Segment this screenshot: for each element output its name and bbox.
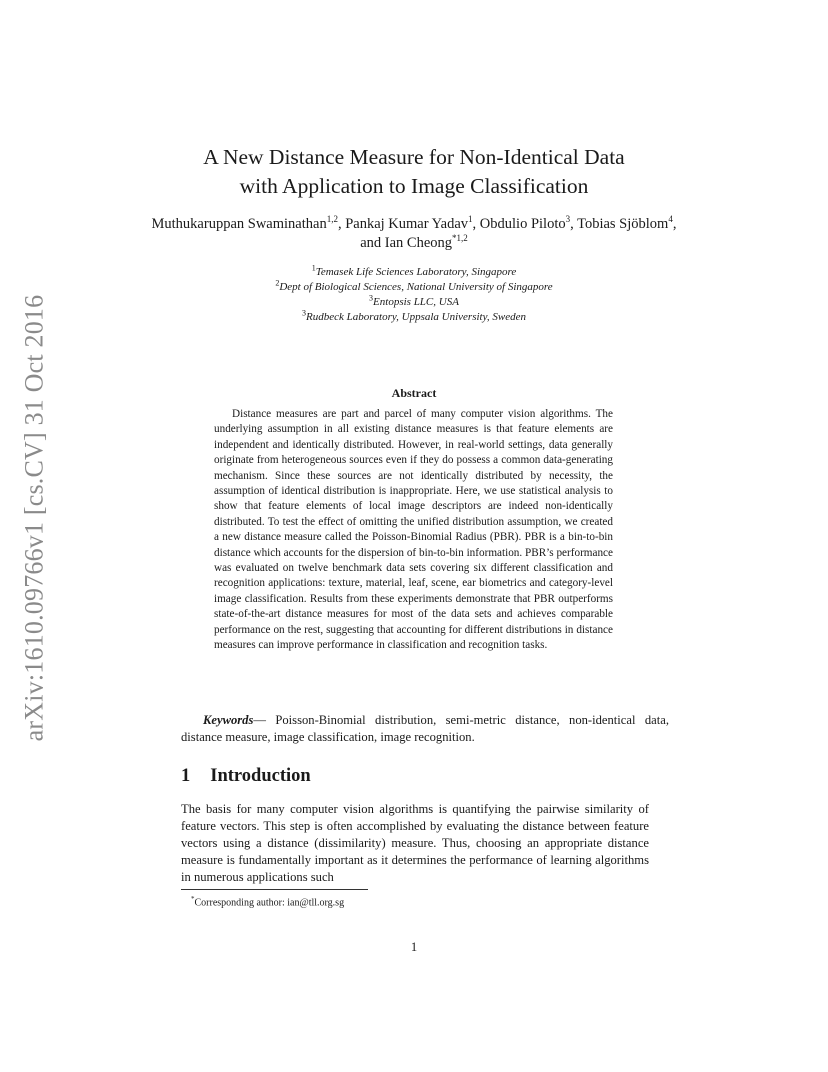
affiliation-line — [150, 295, 678, 310]
affiliation-mark: 3 — [302, 308, 306, 318]
author-separator: , — [337, 216, 346, 232]
author-affiliation-mark: 3 — [565, 214, 571, 225]
introduction-paragraph: The basis for many computer vision algorithms is quantifying the pairwise similarity of feature vectors. This step is often accomplished by evaluating the distance between feature vectors using a distance (dissimilarity) measure. Thus, choosing an appropriate distance measure is fundamentally important as it determines the performance of learning algorithms in numerous applications such — [181, 802, 649, 884]
affiliation-mark: 3 — [369, 293, 374, 303]
footnote-mark: * — [191, 895, 195, 903]
arxiv-sidebar-stamp — [6, 268, 62, 768]
keywords-dash: — — [253, 713, 266, 727]
author-separator: , and — [360, 216, 677, 251]
footnote-text: Corresponding author: ian@tll.org.sg — [194, 897, 345, 909]
arxiv-identifier: arXiv:1610.09766v1 [cs.CV] 31 Oct 2016 — [19, 294, 48, 742]
author-separator: , — [570, 216, 578, 232]
affiliation-text: Entopsis LLC, USA — [373, 296, 459, 308]
abstract-body — [214, 407, 613, 654]
author-affiliation-mark: *1,2 — [452, 233, 468, 244]
affiliation-text: Rudbeck Laboratory, Uppsala University, Sweden — [306, 311, 526, 323]
affiliation-text: Dept of Biological Sciences, National University of Singapore — [279, 281, 553, 293]
keywords-paragraph — [181, 712, 669, 746]
author-separator: , — [472, 216, 480, 232]
author-name: Pankaj Kumar Yadav — [345, 216, 469, 232]
author-name: Ian Cheong — [384, 235, 453, 251]
affiliation-line — [150, 265, 678, 280]
keywords-block — [181, 712, 669, 746]
affiliation-list — [150, 265, 678, 325]
paper-title — [120, 143, 708, 201]
affiliation-text: Temasek Life Sciences Laboratory, Singapore — [315, 266, 517, 278]
footnote — [191, 893, 344, 909]
section-heading — [181, 766, 311, 787]
affiliation-mark: 2 — [275, 278, 280, 288]
paper-title-line-2: with Application to Image Classification — [239, 174, 589, 198]
author-affiliation-mark: 1 — [468, 214, 473, 225]
paper-title-line-1: A New Distance Measure for Non-Identical Data — [203, 145, 625, 169]
page-number: 1 — [410, 940, 418, 954]
abstract-heading: Abstract — [391, 386, 437, 400]
affiliation-line — [150, 280, 678, 295]
section-title: Introduction — [210, 766, 311, 786]
introduction-body — [181, 801, 649, 886]
author-name: Muthukaruppan Swaminathan — [151, 216, 327, 232]
author-name: Obdulio Piloto — [479, 216, 566, 232]
author-affiliation-mark: 1,2 — [326, 214, 338, 225]
keywords-label: Keywords — [203, 713, 254, 727]
author-list — [150, 215, 678, 253]
affiliation-mark: 1 — [311, 263, 316, 273]
section-number: 1 — [181, 766, 191, 786]
author-affiliation-mark: 4 — [668, 214, 673, 225]
affiliation-line — [150, 310, 678, 325]
footnote-divider — [181, 889, 368, 890]
keywords-text: Poisson-Binomial distribution, semi-metric distance, non-identical data, distance measure, image classification, image recognition. — [181, 713, 669, 744]
author-name: Tobias Sjöblom — [577, 216, 669, 232]
abstract-paragraph: Distance measures are part and parcel of many computer vision algorithms. The underlying assumption in all existing distance measures is that feature elements are independent and identically distributed. However, in real-world settings, data generally originate from heterogeneous sources even if they do possess a common data-generating mechanism. Since these sources are not identically distributed by necessity, the assumption of identical distribution is inappropriate. Here, we use statistical analysis to show that feature elements of local image descriptors are indeed non-identically distributed. To test the effect of omitting the unified distribution assumption, we created a new distance measure called the Poisson-Binomial Radius (PBR). PBR is a bin-to-bin distance which accounts for the dispersion of bin-to-bin information. PBR’s performance was evaluated on twelve benchmark data sets covering six different classification and recognition applications: texture, material, leaf, scene, ear biometrics and category-level image classification. Results from these experiments demonstrate that PBR outperforms state-of-the-art distance measures for most of the data sets and achieves comparable performance on the rest, suggesting that accounting for different distributions in distance measures can improve performance in classification and recognition tasks. — [214, 408, 613, 652]
